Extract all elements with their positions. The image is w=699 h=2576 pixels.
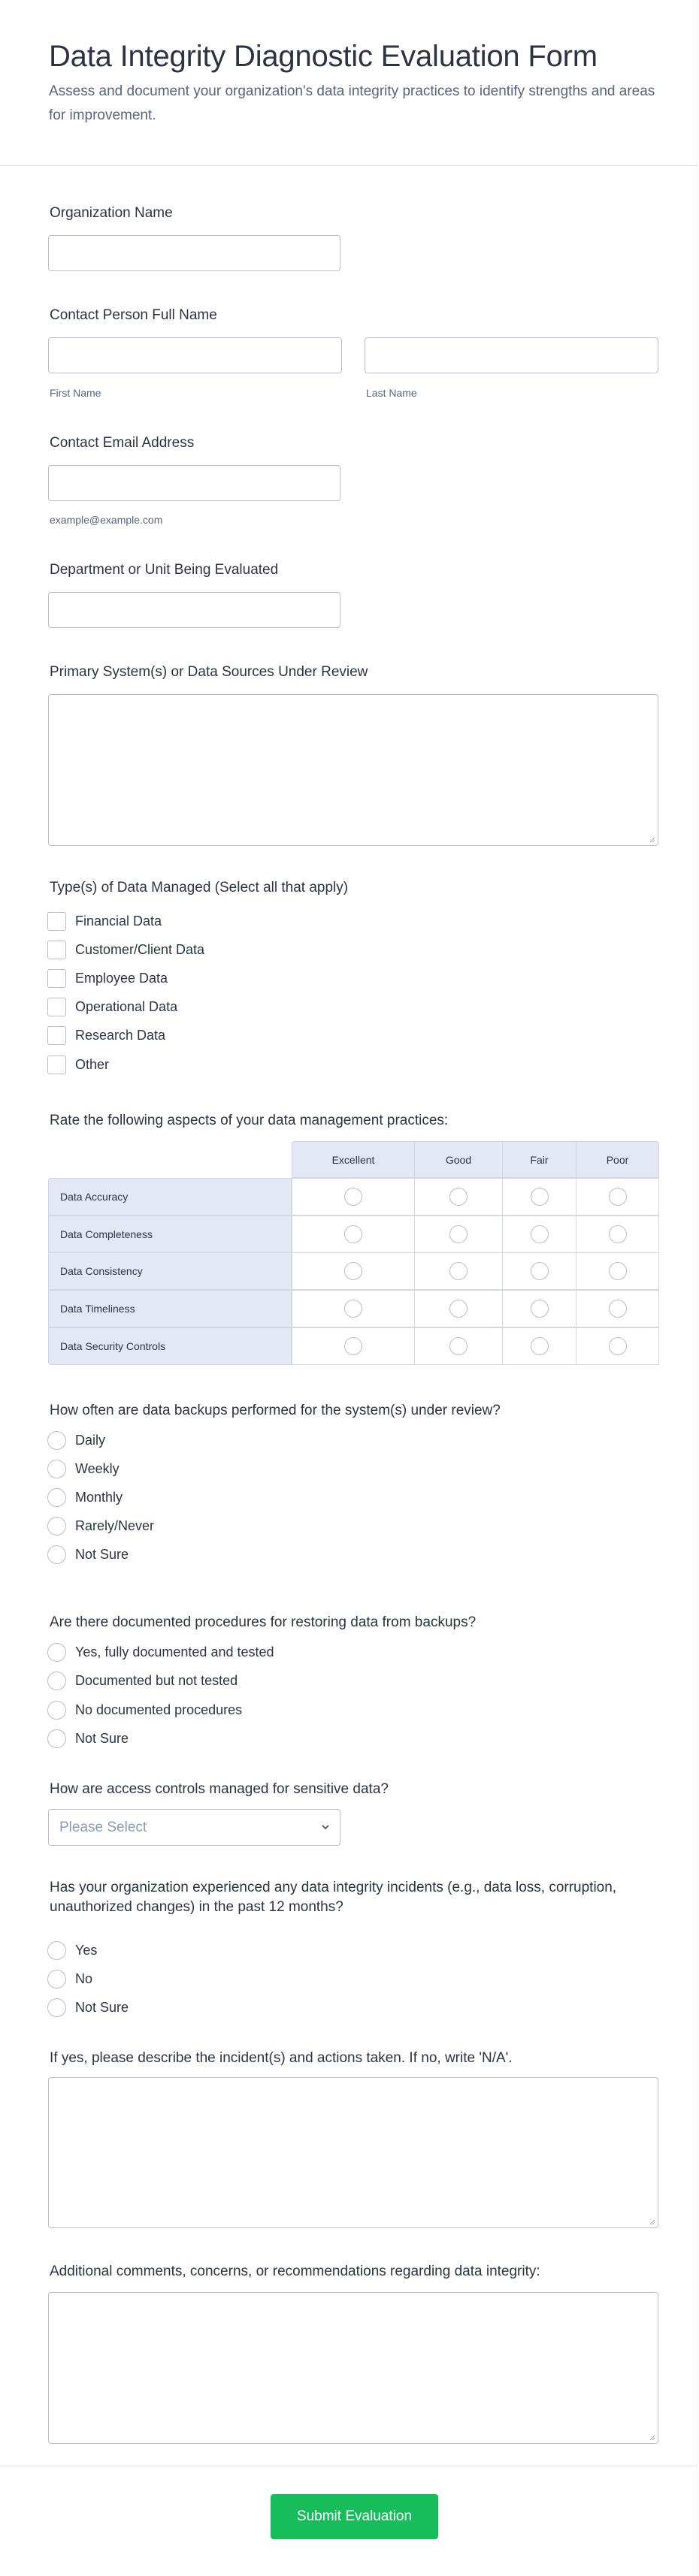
matrix-radio-button[interactable]: [344, 1188, 362, 1206]
incident-details-label: If yes, please describe the incident(s) and actions taken. If no, write 'N/A'.: [50, 2050, 513, 2066]
matrix-radio-button[interactable]: [344, 1225, 362, 1243]
matrix-cell: [576, 1290, 659, 1327]
radio-button[interactable]: [47, 1729, 66, 1748]
matrix-cell: [576, 1327, 659, 1365]
radio-option[interactable]: [47, 1998, 129, 2017]
matrix-cell: [576, 1252, 659, 1290]
radio-option[interactable]: [47, 1642, 274, 1662]
checkbox-option[interactable]: [47, 998, 177, 1017]
matrix-cell: [502, 1327, 576, 1365]
radio-button[interactable]: [47, 1672, 66, 1690]
matrix-row-label: Data Accuracy: [48, 1178, 292, 1216]
option-label: Monthly: [75, 1489, 123, 1505]
matrix-cell: [414, 1327, 503, 1365]
checkbox-option[interactable]: [47, 911, 162, 931]
matrix-cell: [502, 1216, 576, 1253]
option-label: Not Sure: [75, 1547, 129, 1563]
matrix-cell: [292, 1290, 415, 1327]
radio-button[interactable]: [47, 1941, 66, 1960]
matrix-radio-button[interactable]: [609, 1225, 627, 1243]
matrix-column-header: Poor: [576, 1141, 659, 1178]
matrix-radio-button[interactable]: [449, 1337, 468, 1355]
last-name-sublabel: Last Name: [366, 387, 417, 399]
matrix-cell: [576, 1216, 659, 1253]
matrix-radio-button[interactable]: [449, 1225, 468, 1243]
access-controls-select[interactable]: [48, 1809, 340, 1846]
option-label: Employee Data: [75, 970, 168, 986]
matrix-radio-button[interactable]: [609, 1337, 627, 1355]
option-label: No: [75, 1971, 93, 1986]
option-label: Operational Data: [75, 999, 178, 1015]
matrix-row-label: Data Timeliness: [48, 1290, 292, 1327]
matrix-radio-button[interactable]: [531, 1262, 549, 1280]
first-name-input[interactable]: [48, 337, 342, 373]
systems-label: Primary System(s) or Data Sources Under Review: [50, 664, 368, 680]
matrix-column-header: Good: [414, 1141, 503, 1178]
checkbox-option[interactable]: [47, 968, 168, 988]
matrix-radio-button[interactable]: [609, 1262, 627, 1280]
form-title: Data Integrity Diagnostic Evaluation Form: [49, 40, 598, 73]
radio-button[interactable]: [47, 1970, 66, 1989]
option-label: Yes: [75, 1942, 98, 1958]
checkbox-option[interactable]: [47, 1026, 165, 1046]
department-input[interactable]: [48, 592, 340, 628]
matrix-column-header: Fair: [502, 1141, 576, 1178]
matrix-cell: [414, 1216, 503, 1253]
resize-handle-icon[interactable]: [648, 2433, 655, 2441]
radio-button[interactable]: [47, 1460, 66, 1478]
matrix-radio-button[interactable]: [344, 1337, 362, 1355]
matrix-cell: [414, 1252, 503, 1290]
option-label: Financial Data: [75, 913, 162, 929]
radio-option[interactable]: [47, 1545, 129, 1565]
access-label: How are access controls managed for sensitive data?: [50, 1781, 389, 1797]
radio-button[interactable]: [47, 1643, 66, 1662]
incidents-label: Has your organization experienced any data integrity incidents (e.g., data loss, corruption, unauthorized changes) in the past 12 months?: [50, 1880, 617, 1915]
radio-button[interactable]: [47, 1545, 66, 1564]
option-label: Rarely/Never: [75, 1518, 155, 1534]
matrix-radio-button[interactable]: [531, 1337, 549, 1355]
select-placeholder: Please Select: [59, 1819, 147, 1835]
matrix-cell: [502, 1290, 576, 1327]
first-name-sublabel: First Name: [50, 387, 101, 399]
matrix-radio-button[interactable]: [344, 1262, 362, 1280]
comments-label: Additional comments, concerns, or recommendations regarding data integrity:: [50, 2263, 540, 2279]
matrix-column-header: Excellent: [292, 1141, 415, 1178]
incident-details-textarea[interactable]: [48, 2077, 658, 2228]
option-label: Weekly: [75, 1460, 120, 1476]
checkbox[interactable]: [47, 941, 66, 959]
option-label: Not Sure: [75, 1999, 129, 2015]
chevron-down-icon: [320, 1822, 331, 1832]
option-label: Documented but not tested: [75, 1673, 238, 1688]
matrix-cell: [576, 1178, 659, 1216]
matrix-radio-button[interactable]: [531, 1188, 549, 1206]
radio-button[interactable]: [47, 1517, 66, 1536]
form-header: [49, 35, 665, 128]
comments-textarea[interactable]: [48, 2292, 658, 2444]
last-name-input[interactable]: [365, 337, 658, 373]
radio-button[interactable]: [47, 1701, 66, 1720]
matrix-cell: [502, 1252, 576, 1290]
checkbox-option[interactable]: [47, 940, 204, 959]
rating-matrix: [48, 1141, 658, 1366]
matrix-cell: [502, 1178, 576, 1216]
option-label: Yes, fully documented and tested: [75, 1644, 274, 1659]
resize-handle-icon[interactable]: [648, 835, 655, 843]
organization-input[interactable]: [48, 235, 340, 271]
checkbox-option[interactable]: [47, 1055, 109, 1074]
matrix-radio-button[interactable]: [609, 1300, 627, 1318]
systems-textarea[interactable]: [48, 694, 658, 846]
matrix-radio-button[interactable]: [344, 1300, 362, 1318]
radio-option[interactable]: [47, 1430, 105, 1450]
matrix-radio-button[interactable]: [531, 1225, 549, 1243]
data-types-label: Type(s) of Data Managed (Select all that apply): [50, 880, 349, 895]
contact-name-label: Contact Person Full Name: [50, 307, 217, 323]
matrix-cell: [292, 1252, 415, 1290]
matrix-cell: [414, 1290, 503, 1327]
checkbox[interactable]: [47, 998, 66, 1016]
option-label: Research Data: [75, 1028, 166, 1043]
matrix-cell: [292, 1327, 415, 1365]
matrix-radio-button[interactable]: [449, 1262, 468, 1280]
option-label: Customer/Client Data: [75, 941, 205, 957]
email-label: Contact Email Address: [50, 435, 195, 451]
radio-button[interactable]: [47, 1488, 66, 1507]
option-label: Not Sure: [75, 1731, 129, 1746]
checkbox[interactable]: [47, 912, 66, 931]
radio-button[interactable]: [47, 1998, 66, 2017]
matrix-cell: [292, 1216, 415, 1253]
checkbox[interactable]: [47, 1026, 66, 1045]
matrix-radio-button[interactable]: [531, 1300, 549, 1318]
backups-label: How often are data backups performed for the system(s) under review?: [50, 1403, 501, 1418]
submit-button[interactable]: Submit Evaluation: [271, 2494, 438, 2539]
matrix-radio-button[interactable]: [449, 1188, 468, 1206]
radio-option[interactable]: [47, 1487, 123, 1507]
radio-option[interactable]: [47, 1969, 92, 1989]
matrix-label: Rate the following aspects of your data management practices:: [50, 1113, 449, 1128]
matrix-row-label: Data Security Controls: [48, 1327, 292, 1365]
radio-option[interactable]: [47, 1729, 129, 1749]
form-subtitle: Assess and document your organization's data integrity practices to identify strengths and areas for improvement.: [49, 83, 655, 123]
radio-option[interactable]: [47, 1459, 120, 1478]
checkbox[interactable]: [47, 1055, 66, 1074]
radio-option[interactable]: [47, 1672, 238, 1691]
radio-option[interactable]: [47, 1517, 154, 1536]
matrix-row-label: Data Consistency: [48, 1252, 292, 1290]
radio-button[interactable]: [47, 1431, 66, 1450]
resize-handle-icon[interactable]: [648, 2218, 655, 2225]
email-input[interactable]: [48, 465, 340, 501]
radio-option[interactable]: [47, 1940, 97, 1960]
matrix-cell: [292, 1178, 415, 1216]
matrix-row-label: Data Completeness: [48, 1216, 292, 1253]
matrix-cell: [414, 1178, 503, 1216]
email-helper: example@example.com: [50, 514, 163, 526]
option-label: Other: [75, 1056, 110, 1072]
restore-label: Are there documented procedures for restoring data from backups?: [50, 1614, 477, 1630]
option-label: No documented procedures: [75, 1702, 243, 1717]
department-label: Department or Unit Being Evaluated: [50, 562, 279, 578]
checkbox[interactable]: [47, 969, 66, 988]
organization-label: Organization Name: [50, 205, 173, 221]
matrix-radio-button[interactable]: [449, 1300, 468, 1318]
radio-option[interactable]: [47, 1700, 242, 1720]
option-label: Daily: [75, 1432, 106, 1448]
header-divider: [0, 165, 697, 166]
matrix-radio-button[interactable]: [609, 1188, 627, 1206]
